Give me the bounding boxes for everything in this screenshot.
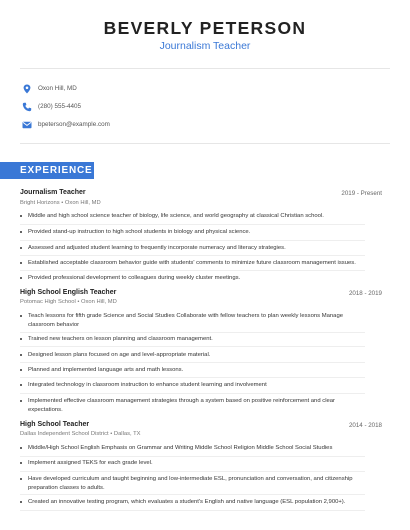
bullet-text: Implement assigned TEKS for each grade level.: [28, 460, 153, 466]
job-bullet: [20, 274, 365, 283]
bullet-divider: [20, 332, 365, 333]
job-bullet: [20, 259, 365, 268]
bullet-text: Provided stand-up instruction to high school students in biology and physical science.: [28, 229, 251, 235]
contact-divider: [20, 143, 390, 144]
bullet-divider: [20, 255, 365, 256]
job-bullet: [20, 228, 365, 237]
job-bullet: [20, 312, 365, 329]
bullet-dot-icon: [20, 354, 22, 356]
bullet-text: Planned and implemented language arts and math lessons.: [28, 367, 184, 373]
bullet-text: Middle and high school science teacher of biology, life science, and world geography at classical Christian school.: [28, 213, 324, 219]
bullet-text: Established acceptable classroom behavior guide with students' comments to minimize future classroom management issues.: [28, 260, 356, 266]
job-bullet: [20, 335, 365, 344]
job-location: Oxon Hill, MD: [81, 299, 117, 305]
bullet-divider: [20, 224, 365, 225]
bullet-text: Teach lessons for fifth grade Science and Social Studies Collaborate with fellow teachers to plan weekly lessons Manage classroom behavior: [28, 313, 343, 328]
contact-phone: [22, 101, 82, 113]
bullet-text: Designed lesson plans focused on age and level-appropriate material.: [28, 352, 211, 358]
bullet-text: Created an innovative testing program, which evaluates a student's English and native language (ESL population 2,900+).: [28, 499, 346, 505]
bullet-divider: [20, 471, 365, 472]
phone-icon: [22, 102, 32, 112]
bullet-divider: [20, 510, 365, 511]
bullet-dot-icon: [20, 315, 22, 317]
job-dates: 2019 - Present: [341, 190, 382, 197]
bullet-text: Provided professional development to colleagues during weekly cluster meetings.: [28, 275, 241, 281]
job-bullet: [20, 351, 365, 360]
bullet-dot-icon: [20, 501, 22, 503]
bullet-dot-icon: [20, 247, 22, 249]
bullet-divider: [20, 346, 365, 347]
bullet-dot-icon: [20, 262, 22, 264]
bullet-text: Assessed and adjusted student learning to frequently incorporate numeracy and literacy strategies.: [28, 245, 286, 251]
job-bullet: [20, 366, 365, 375]
bullet-dot-icon: [20, 400, 22, 402]
bullet-divider: [20, 393, 365, 394]
job-bullet: [20, 381, 365, 390]
bullet-dot-icon: [20, 369, 22, 371]
contact-email: [22, 119, 110, 131]
job-bullet: [20, 244, 365, 253]
experience-heading-text: EXPERIENCE: [20, 165, 93, 176]
bullet-text: Implemented effective classroom management strategies through a system based on positive reinforcement and clear expectations.: [28, 398, 336, 413]
job-employer: Potomac High School • Oxon Hill, MD: [20, 299, 117, 305]
job-org: Bright Horizons: [20, 200, 60, 206]
experience-section-heading: [0, 162, 94, 179]
job-dates: 2018 - 2019: [348, 290, 382, 297]
bullet-dot-icon: [20, 447, 22, 449]
bullet-dot-icon: [20, 478, 22, 480]
bullet-dot-icon: [20, 277, 22, 279]
bullet-divider: [20, 240, 365, 241]
candidate-name: BEVERLY PETERSON: [103, 18, 307, 38]
job-bullet: [20, 444, 365, 453]
contact-location-text: Oxon Hill, MD: [38, 85, 77, 92]
bullet-text: Trained new teachers on lesson planning and classroom management.: [28, 336, 213, 342]
job-bullet: [20, 498, 365, 507]
contact-email-text: bpeterson@example.com: [38, 121, 110, 128]
job-employer: Bright Horizons • Oxon Hill, MD: [20, 200, 101, 206]
bullet-text: Have developed curriculum and taught beginning and low-intermediate ESL, pronunciation and conversation, and citizenship preparation classes to adults.: [28, 476, 353, 491]
bullet-divider: [20, 456, 365, 457]
contact-location: [22, 83, 77, 95]
job-title: High School Teacher: [20, 421, 90, 428]
job-location: Dallas, TX: [113, 431, 141, 437]
bullet-dot-icon: [20, 231, 22, 233]
job-location: Oxon Hill, MD: [64, 200, 101, 206]
job-bullet: [20, 459, 365, 468]
job-dates: 2014 - 2018: [348, 422, 382, 429]
bullet-divider: [20, 270, 365, 271]
bullet-dot-icon: [20, 215, 22, 217]
job-title: Journalism Teacher: [20, 189, 86, 196]
email-icon: [22, 120, 32, 130]
bullet-dot-icon: [20, 338, 22, 340]
bullet-dot-icon: [20, 384, 22, 386]
job-org: Potomac High School: [20, 299, 76, 305]
bullet-text: Middle/High School English Emphasis on Grammar and Writing Middle School Religion Middle School Social Studies: [28, 445, 333, 451]
bullet-divider: [20, 494, 365, 495]
job-employer: Dallas Independent School District • Dallas, TX: [20, 431, 141, 437]
job-title: High School English Teacher: [20, 289, 117, 296]
location-pin-icon: [22, 84, 32, 94]
bullet-divider: [20, 362, 365, 363]
bullet-divider: [20, 377, 365, 378]
bullet-text: Integrated technology in classroom instruction to enhance student learning and involvement: [28, 382, 267, 388]
contact-phone-text: (280) 555-4405: [38, 103, 82, 110]
candidate-title: Journalism Teacher: [159, 40, 251, 52]
job-bullet: [20, 475, 365, 492]
job-org: Dallas Independent School District: [20, 431, 109, 437]
job-bullet: [20, 397, 365, 414]
job-bullet: [20, 212, 365, 221]
header-divider: [20, 68, 390, 69]
bullet-dot-icon: [20, 462, 22, 464]
